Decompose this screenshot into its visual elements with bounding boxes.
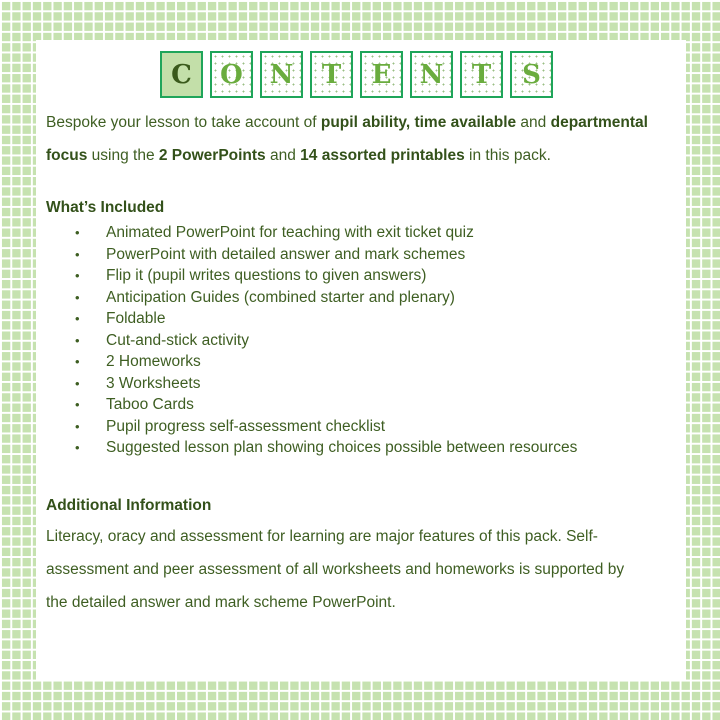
intro-bold: pupil ability, time available	[320, 114, 517, 131]
additional-line: assessment and peer assessment of all worksheets and homeworks is supported by	[46, 561, 625, 578]
additional-heading: Additional Information	[46, 497, 212, 514]
list-item: • Suggested lesson plan showing choices possible between resources	[70, 437, 577, 459]
intro-bold: departmental	[550, 114, 648, 131]
intro-text: in this pack.	[464, 147, 551, 164]
additional-line: the detailed answer and mark scheme PowerPoint.	[46, 594, 396, 611]
list-item: • 3 Worksheets	[70, 373, 577, 395]
title-letter: C	[160, 51, 203, 98]
list-item: • Foldable	[70, 308, 577, 330]
list-item: • 2 Homeworks	[70, 351, 577, 373]
contents-title	[160, 51, 553, 98]
list-item: • Pupil progress self-assessment checklist	[70, 416, 577, 438]
intro-bold: 14 assorted printables	[300, 147, 465, 164]
title-letter: T	[460, 51, 503, 98]
title-letter: N	[410, 51, 453, 98]
title-letter: N	[260, 51, 303, 98]
list-item: • Flip it (pupil writes questions to given answers)	[70, 265, 577, 287]
intro-line-1	[46, 114, 648, 132]
list-item: • Animated PowerPoint for teaching with exit ticket quiz	[70, 222, 577, 244]
list-item: • Taboo Cards	[70, 394, 577, 416]
list-item: • Anticipation Guides (combined starter and plenary)	[70, 287, 577, 309]
intro-text: using the	[87, 147, 159, 164]
intro-text: and	[516, 114, 551, 131]
intro-bold: 2 PowerPoints	[158, 147, 266, 164]
intro-text: and	[265, 147, 301, 164]
intro-text: Bespoke your lesson to take account of	[46, 114, 321, 131]
list-item: • Cut-and-stick activity	[70, 330, 577, 352]
title-letter: T	[310, 51, 353, 98]
title-letter: S	[510, 51, 553, 98]
intro-bold: focus	[46, 147, 88, 164]
included-heading: What’s Included	[46, 199, 165, 216]
included-list	[70, 222, 577, 459]
intro-line-2	[46, 147, 551, 165]
additional-line: Literacy, oracy and assessment for learning are major features of this pack. Self-	[46, 528, 598, 545]
title-letter: E	[360, 51, 403, 98]
title-letter: O	[210, 51, 253, 98]
list-item: • PowerPoint with detailed answer and mark schemes	[70, 244, 577, 266]
